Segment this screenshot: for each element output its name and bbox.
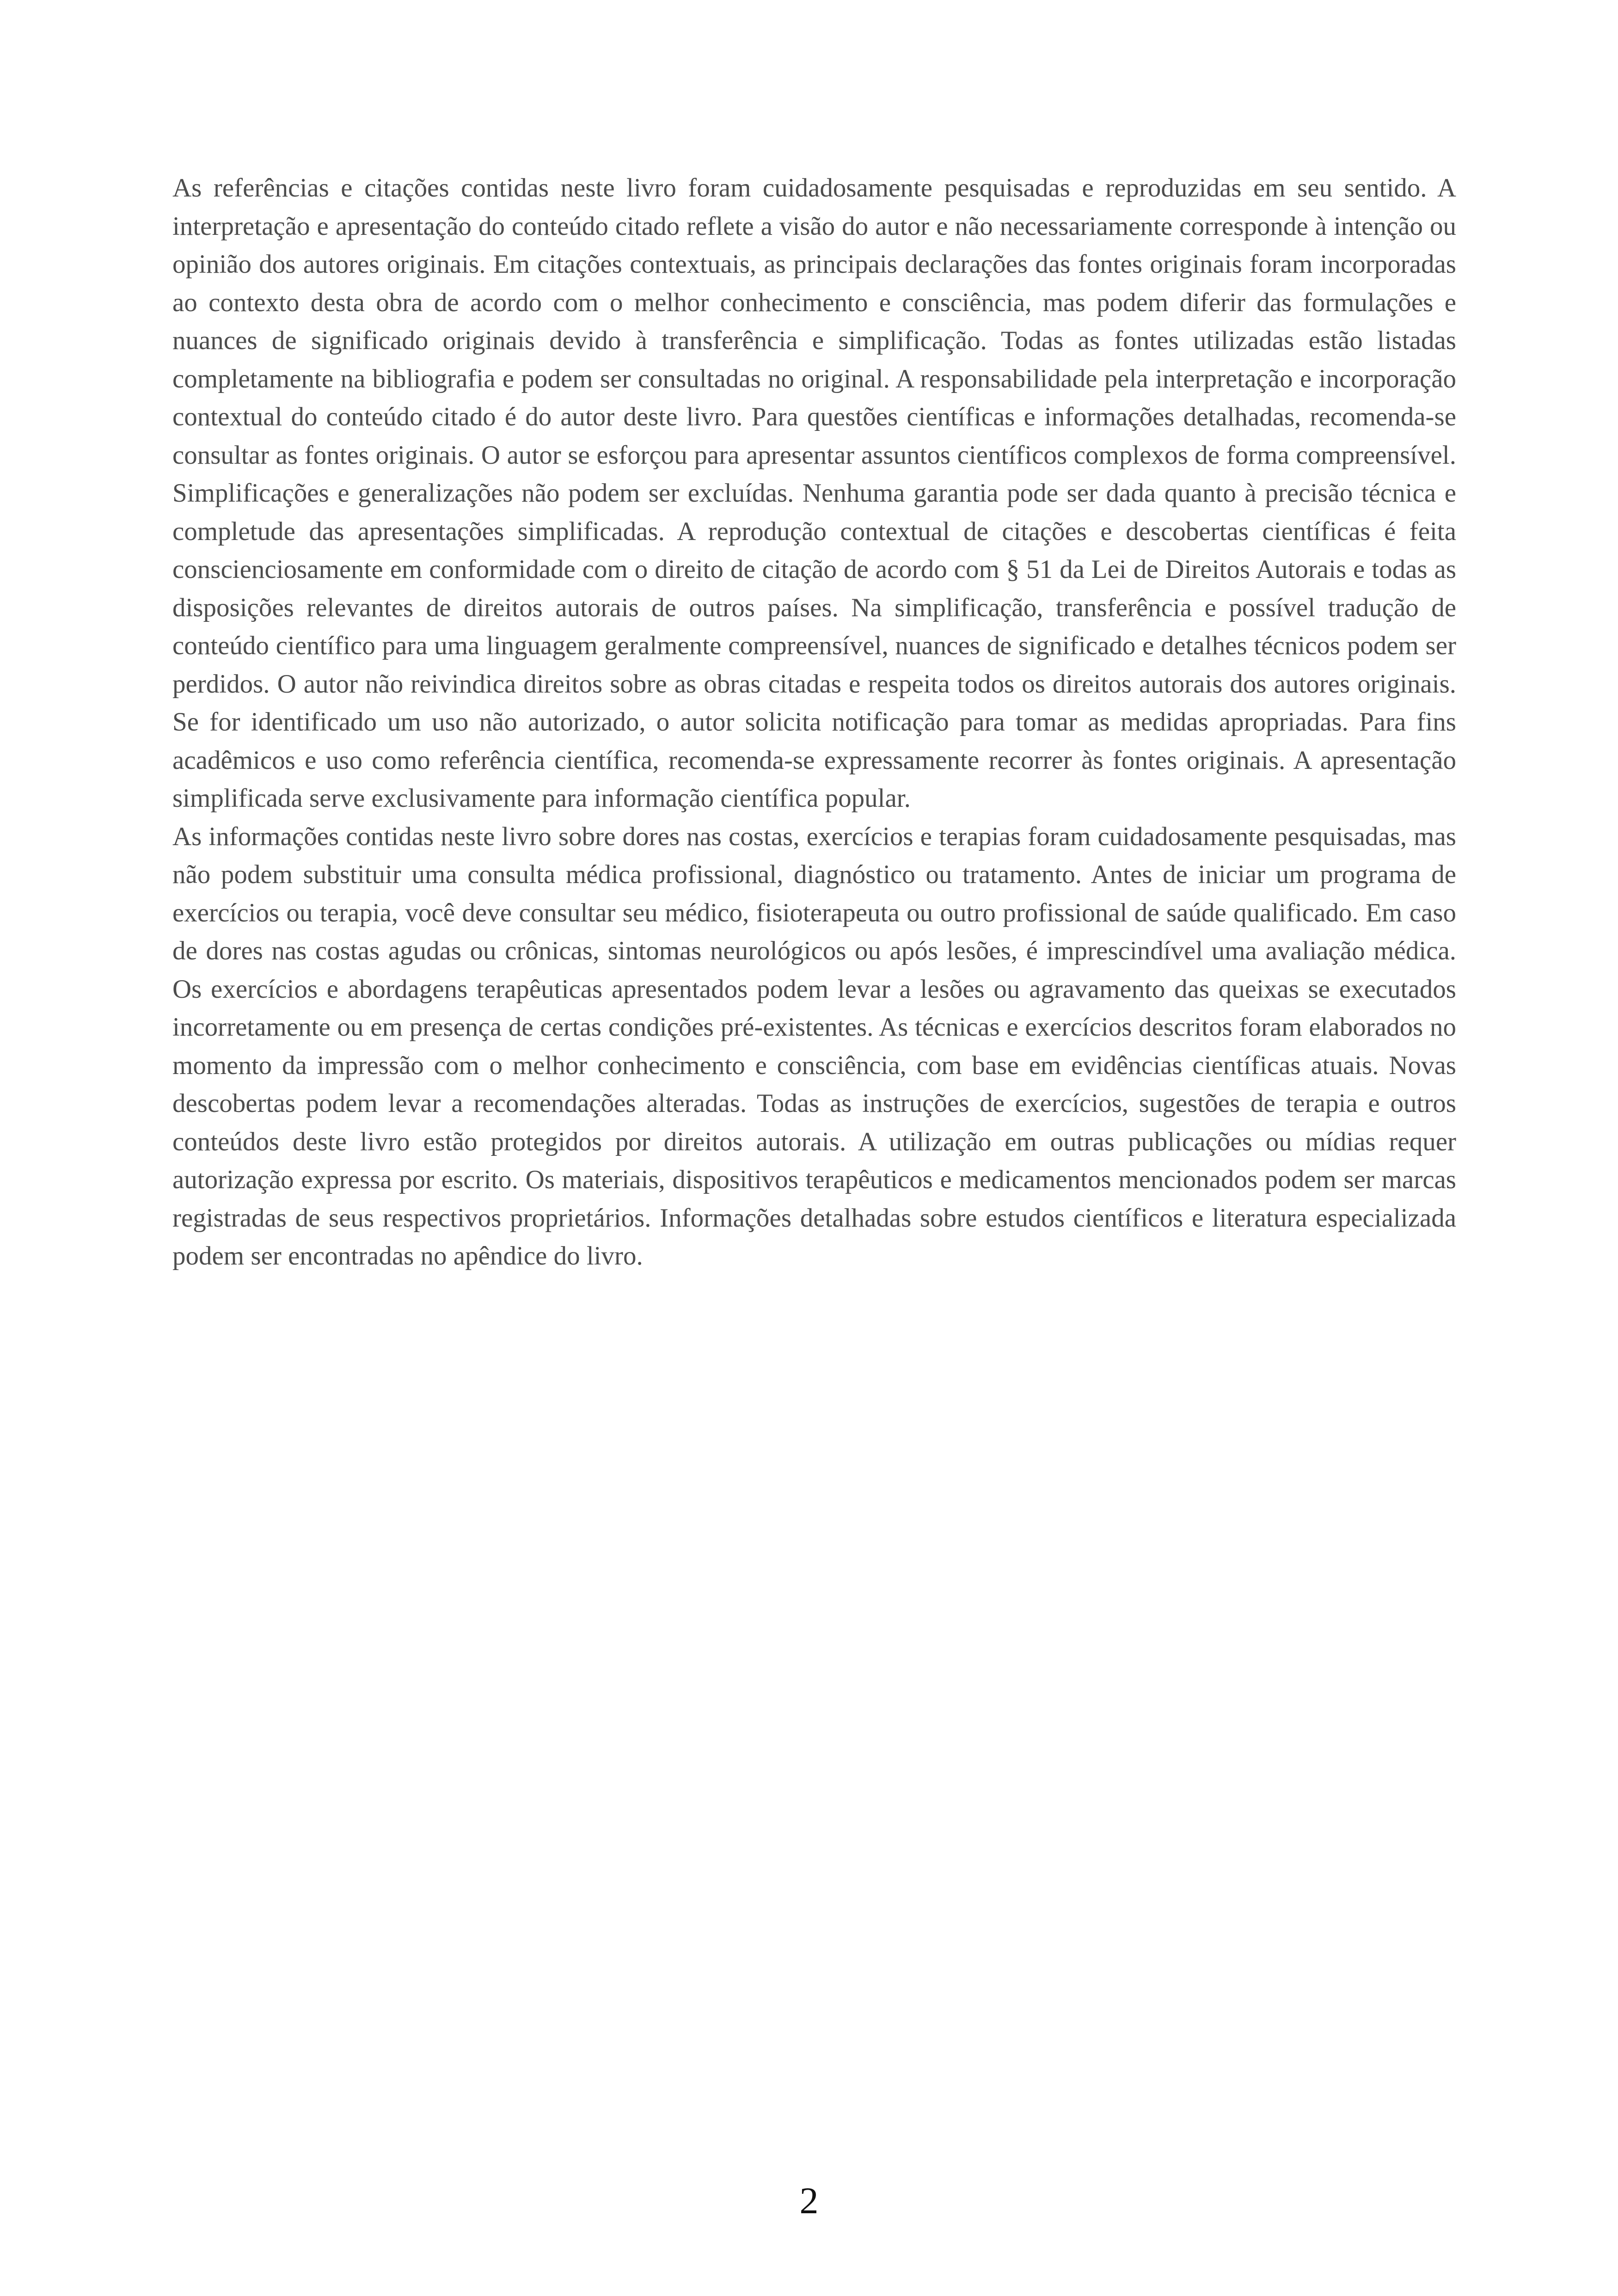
body-text [172,169,1456,1276]
paragraph-citations-disclaimer: As referências e citações contidas neste livro foram cuidadosamente pesquisadas e reproduzidas em seu sentido. A interpretação e apresentação do conteúdo citado reflete a visão do autor e não necessariamente corresponde à intenção ou opinião dos autores originais. Em citações contextuais, as principais declarações das fontes originais foram incorporadas ao contexto desta obra de acordo com o melhor conhecimento e consciência, mas podem diferir das formulações e nuances de significado originais devido à transferência e simplificação. Todas as fontes utilizadas estão listadas completamente na bibliografia e podem ser consultadas no original. A responsabilidade pela interpretação e incorporação contextual do conteúdo citado é do autor deste livro. Para questões científicas e informações detalhadas, recomenda-se consultar as fontes originais. O autor se esforçou para apresentar assuntos científicos complexos de forma compreensível. Simplificações e generalizações não podem ser excluídas. Nenhuma garantia pode ser dada quanto à precisão técnica e completude das apresentações simplificadas. A reprodução contextual de citações e descobertas científicas é feita conscienciosamente em conformidade com o direito de citação de acordo com § 51 da Lei de Direitos Autorais e todas as disposições relevantes de direitos autorais de outros países. Na simplificação, transferência e possível tradução de conteúdo científico para uma linguagem geralmente compreensível, nuances de significado e detalhes técnicos podem ser perdidos. O autor não reivindica direitos sobre as obras citadas e respeita todos os direitos autorais dos autores originais. Se for identificado um uso não autorizado, o autor solicita notificação para tomar as medidas apropriadas. Para fins acadêmicos e uso como referência científica, recomenda-se expressamente recorrer às fontes originais. A apresentação simplificada serve exclusivamente para informação científica popular. [172,173,1456,813]
paragraph-medical-disclaimer: As informações contidas neste livro sobre dores nas costas, exercícios e terapias foram cuidadosamente pesquisadas, mas não podem substituir uma consulta médica profissional, diagnóstico ou tratamento. Antes de iniciar um programa de exercícios ou terapia, você deve consultar seu médico, fisioterapeuta ou outro profissional de saúde qualificado. Em caso de dores nas costas agudas ou crônicas, sintomas neurológicos ou após lesões, é imprescindível uma avaliação médica. Os exercícios e abordagens terapêuticas apresentados podem levar a lesões ou agravamento das queixas se executados incorretamente ou em presença de certas condições pré-existentes. As técnicas e exercícios descritos foram elaborados no momento da impressão com o melhor conhecimento e consciência, com base em evidências científicas atuais. Novas descobertas podem levar a recomendações alteradas. Todas as instruções de exercícios, sugestões de terapia e outros conteúdos deste livro estão protegidos por direitos autorais. A utilização em outras publicações ou mídias requer autorização expressa por escrito. Os materiais, dispositivos terapêuticos e medicamentos mencionados podem ser marcas registradas de seus respectivos proprietários. Informações detalhadas sobre estudos científicos e literatura especializada podem ser encontradas no apêndice do livro. [172,822,1456,1271]
page-number: 2 [799,2179,819,2222]
